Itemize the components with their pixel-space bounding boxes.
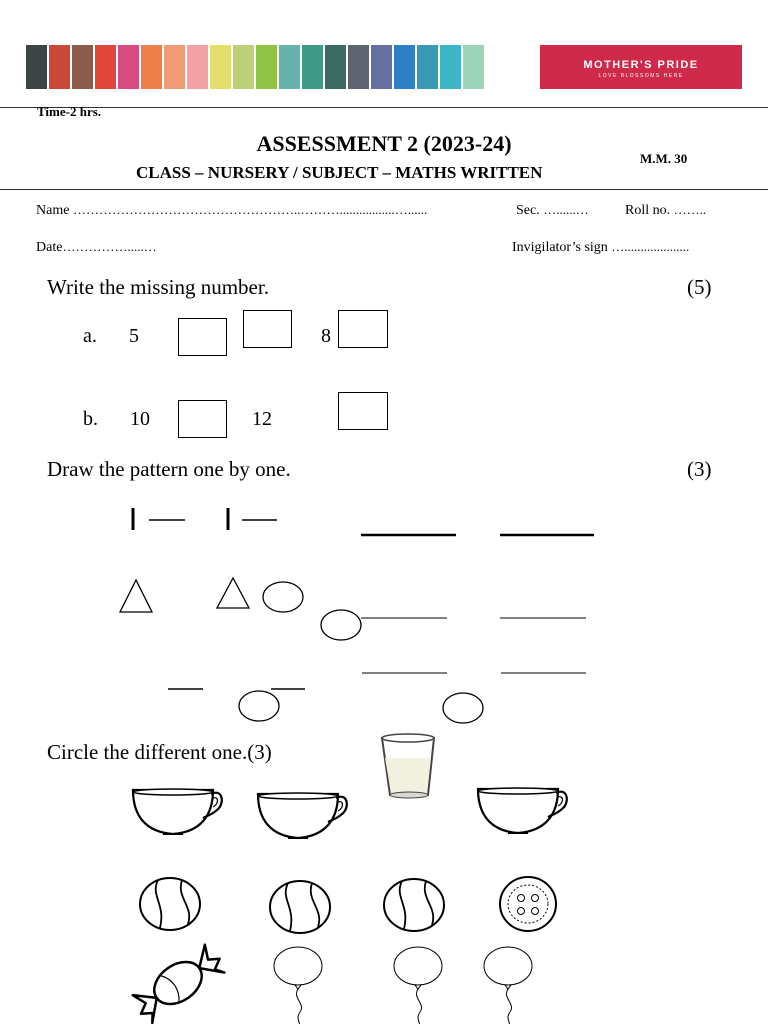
exam-subtitle: CLASS – NURSERY / SUBJECT – MATHS WRITTEN xyxy=(136,163,543,182)
time-label: Time-2 hrs. xyxy=(37,104,102,119)
cup-icon xyxy=(258,793,347,838)
q1a-number-2: 8 xyxy=(321,325,331,347)
q2-marks: (3) xyxy=(687,457,712,481)
brand-tagline: LOVE BLOSSOMS HERE xyxy=(598,73,684,79)
name-dots: ……………………………………………..……….................…...... xyxy=(72,202,428,217)
q1b-label: b. xyxy=(83,408,98,430)
date-dots: …………….....… xyxy=(62,239,157,254)
max-marks: M.M. 30 xyxy=(640,151,688,166)
balloon-icon xyxy=(274,947,322,1024)
exam-title: ASSESSMENT 2 (2023-24) xyxy=(256,131,512,156)
section-label: Sec. xyxy=(516,203,540,218)
ball-icon xyxy=(384,879,444,931)
q1-marks: (5) xyxy=(687,275,712,299)
candy-icon xyxy=(128,941,227,1024)
section-dots: …......… xyxy=(543,202,589,217)
q3-text: Circle the different one.(3) xyxy=(47,740,272,764)
ball-icon xyxy=(140,878,200,930)
invigilator-label: Invigilator’s sign xyxy=(512,240,608,255)
roll-label: Roll no. xyxy=(625,203,671,218)
button-icon xyxy=(500,877,556,931)
q1b-number-1: 10 xyxy=(130,408,150,430)
glass-icon xyxy=(382,734,434,798)
cup-icon xyxy=(478,788,567,833)
roll-dots: …….. xyxy=(673,202,707,217)
invigilator-dots: ….................... xyxy=(611,239,690,254)
q1b-number-2: 12 xyxy=(252,408,272,430)
name-label: Name xyxy=(36,203,70,218)
date-label: Date xyxy=(36,240,63,255)
ball-icon xyxy=(270,881,330,933)
balloon-icon xyxy=(484,947,532,1024)
q1-text: Write the missing number. xyxy=(47,275,269,299)
cup-icon xyxy=(133,789,222,834)
q1a-number-1: 5 xyxy=(129,325,139,347)
q2-text: Draw the pattern one by one. xyxy=(47,457,291,481)
balloon-icon xyxy=(394,947,442,1024)
brand-name: MOTHER'S PRIDE xyxy=(583,59,699,71)
q1a-label: a. xyxy=(83,325,97,347)
